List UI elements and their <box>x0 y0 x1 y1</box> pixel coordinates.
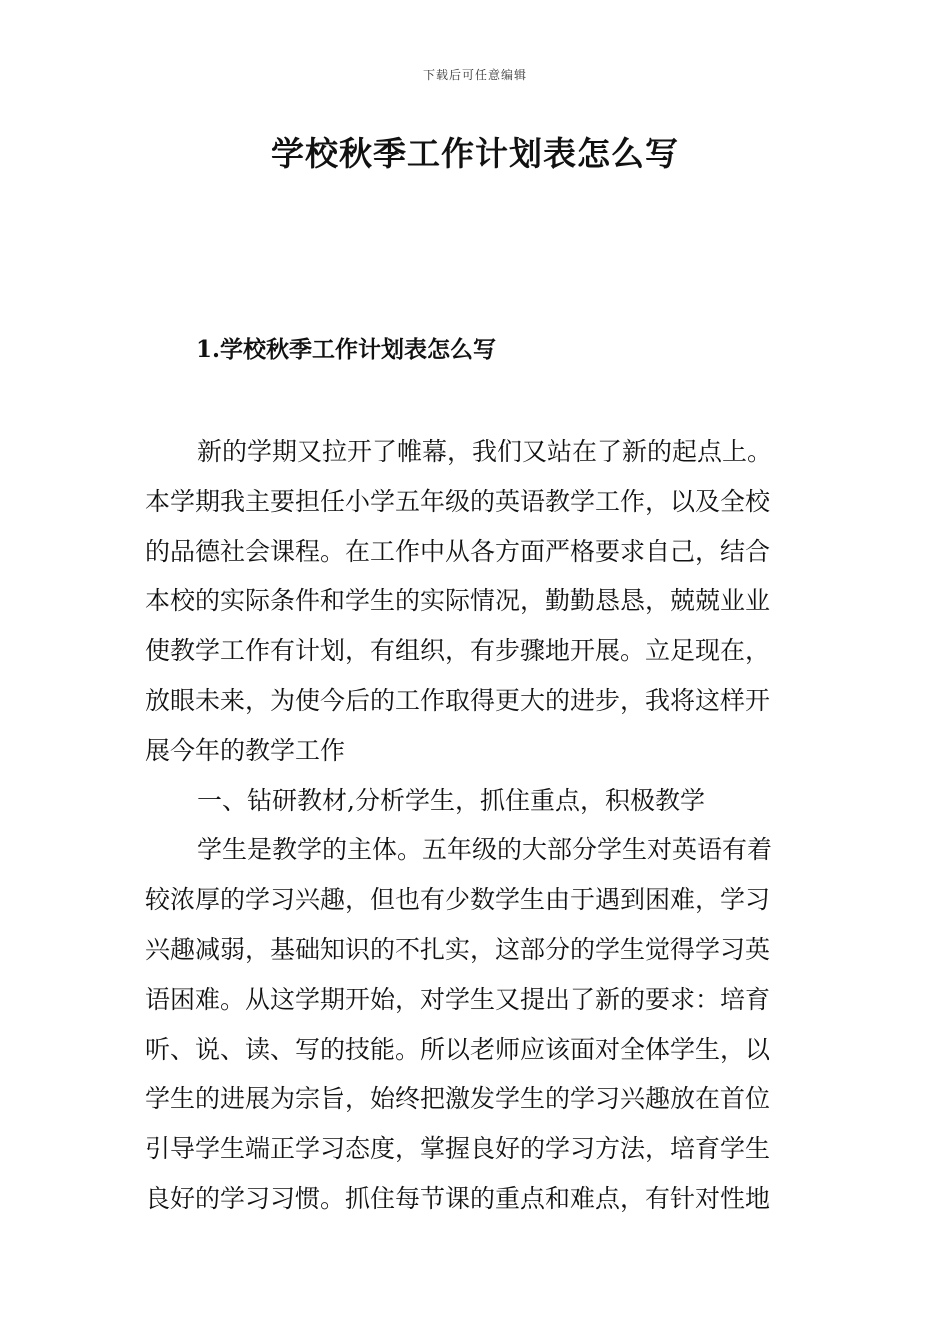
body-line: 展今年的教学工作 <box>145 735 346 765</box>
body-line: 听、说、读、写的技能。所以老师应该面对全体学生，以 <box>145 1034 771 1064</box>
body-line: 一、钻研教材,分析学生，抓住重点，积极教学 <box>197 785 705 815</box>
header-note: 下载后可任意编辑 <box>422 68 527 82</box>
body-line: 语困难。从这学期开始，对学生又提出了新的要求：培育 <box>145 984 771 1014</box>
document-title: 学校秋季工作计划表怎么写 <box>271 134 679 173</box>
body-line: 学生是教学的主体。五年级的大部分学生对英语有着 <box>197 835 773 865</box>
body-line: 学生的进展为宗旨，始终把激发学生的学习兴趣放在首位 <box>145 1084 771 1114</box>
body-line: 使教学工作有计划，有组织，有步骤地开展。立足现在， <box>145 636 771 666</box>
body-line: 新的学期又拉开了帷幕，我们又站在了新的起点上。 <box>197 437 773 466</box>
body-text <box>145 427 809 1224</box>
body-line: 引导学生端正学习态度，掌握良好的学习方法，培育学生 <box>145 1134 771 1164</box>
section-heading: 1.学校秋季工作计划表怎么写 <box>196 336 497 363</box>
body-line: 本学期我主要担任小学五年级的英语教学工作，以及全校 <box>145 486 771 516</box>
body-line: 放眼未来，为使今后的工作取得更大的进步，我将这样开 <box>145 685 771 715</box>
body-line: 本校的实际条件和学生的实际情况，勤勤恳恳，兢兢业业 <box>145 586 771 616</box>
body-line: 的品德社会课程。在工作中从各方面严格要求自己，结合 <box>145 536 771 566</box>
body-line: 良好的学习习惯。抓住每节课的重点和难点，有针对性地 <box>145 1183 771 1213</box>
body-line: 较浓厚的学习兴趣，但也有少数学生由于遇到困难，学习 <box>145 885 771 915</box>
body-line: 兴趣减弱，基础知识的不扎实，这部分的学生觉得学习英 <box>145 934 771 964</box>
